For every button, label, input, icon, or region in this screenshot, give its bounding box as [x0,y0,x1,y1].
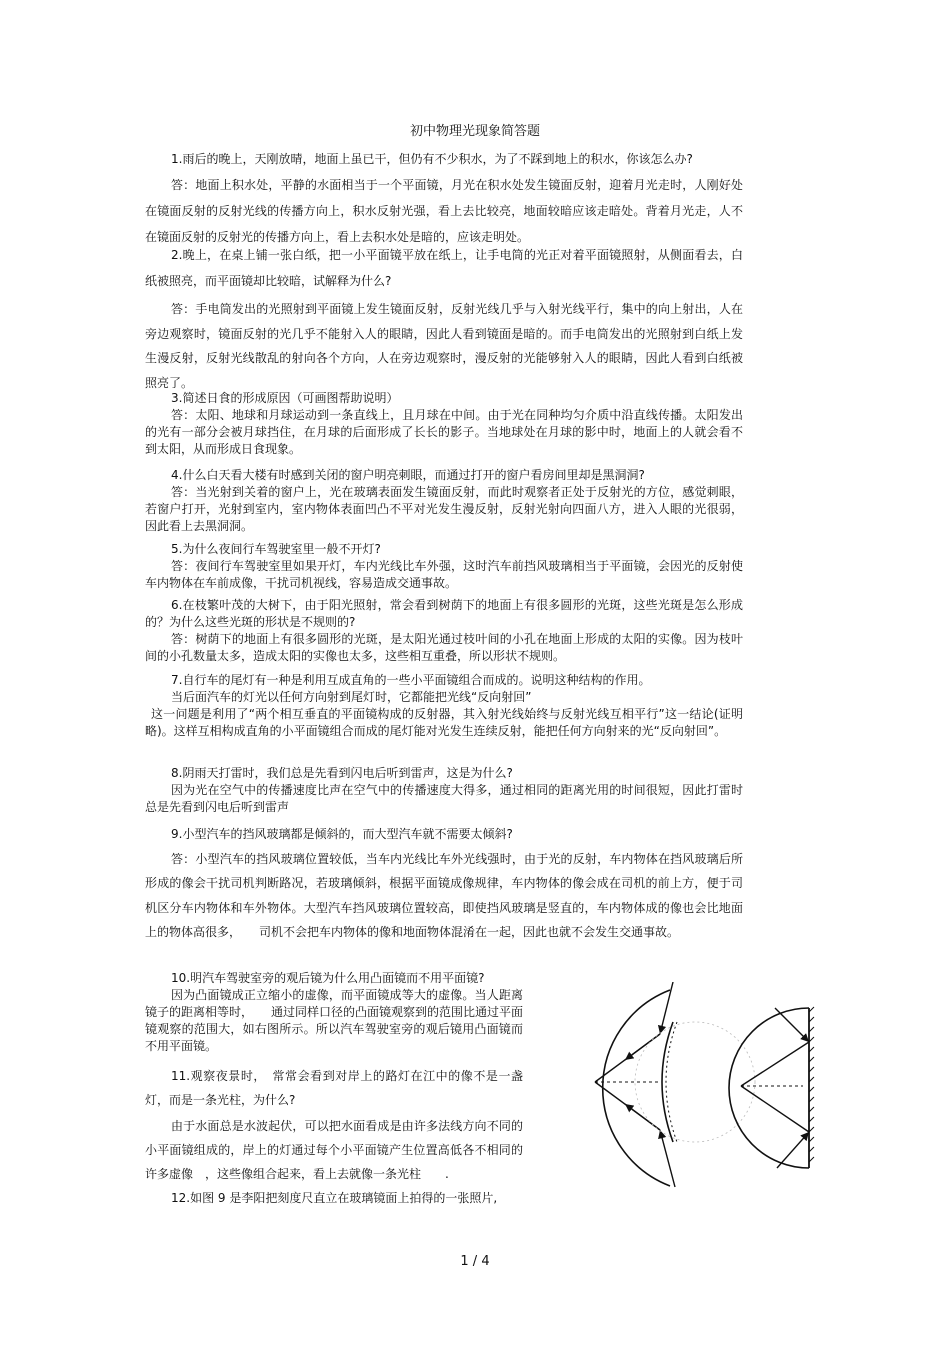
question-8: 8.阴雨天打雷时，我们总是先看到闪电后听到雷声，这是为什么? [171,766,513,780]
question-10: 10.明汽车驾驶室旁的观后镜为什么用凸面镜而不用平面镜? [171,971,485,985]
question-3-block [145,390,743,458]
question-7: 7.自行车的尾灯有一种是利用互成直角的一些小平面镜组合而成的。说明这种结构的作用。 [171,673,651,687]
mirror-comparison-figure [565,982,815,1192]
question-7-block [145,672,743,740]
plane-incident-lower [777,1132,809,1168]
question-4-block [145,467,743,535]
answer-4: 答：当光射到关着的窗户上，光在玻璃表面发生镜面反射，而此时观察者正处于反射光的方位，感觉刺眼，若窗户打开，光射到室内，室内物体表面凹凸不平对光发生漫反射，反射光射向四面八方，进入人眼的光很弱，因此看上去黑洞洞。 [145,485,743,533]
answer-7: 当后面汽车的灯光以任何方向射到尾灯时，它都能把光线“反向射回” [171,690,532,704]
answer-11: 由于水面总是水波起伏，可以把水面看成是由许多法线方向不同的小平面镜组成的，岸上的灯通过每个小平面镜产生位置高低各不相同的许多虚像 ，这些像组合起来，看上去就像一条光柱 . [145,1119,523,1181]
question-5: 5.为什么夜间行车驾驶室里一般不开灯? [171,542,381,556]
plane-view-range-arc [729,1008,809,1168]
plane-ray-lower [741,1086,809,1132]
question-12: 12.如图 9 是李阳把刻度尺直立在玻璃镜面上拍得的一张照片, [171,1191,498,1205]
page-title: 初中物理光现象简答题 [409,124,540,139]
convex-mirror-surface [662,1022,673,1142]
question-2: 2.晚上，在桌上铺一张白纸，把一小平面镜平放在纸上，让手电筒的光正对着平面镜照射，从侧面看去，白纸被照亮，而平面镜却比较暗，试解释为什么? [145,248,743,288]
question-10-block [145,970,523,1055]
question-5-block [145,541,743,592]
reflected-arrow-lower [625,1104,660,1130]
question-1-block [145,146,743,250]
question-4: 4.什么白天看大楼有时感到关闭的窗户明亮刺眼，而通过打开的窗户看房间里却是黑洞洞? [171,468,645,482]
question-3: 3.简述日食的形成原因（可画图帮助说明） [171,391,399,405]
answer-3: 答：太阳、地球和月球运动到一条直线上，且月球在中间。由于光在同种均匀介质中沿直线传播。太阳发出的光有一部分会被月球挡住，在月球的后面形成了长长的影子。当地球处在月球的影中时，地面上的人就会看不到太阳，从而形成日食现象。 [145,408,743,456]
plane-mirror-diagram [729,1007,814,1168]
question-9-block [145,822,743,945]
page-number: 1 / 4 [460,1254,490,1269]
question-6: 6.在枝繁叶茂的大树下，由于阳光照射，常会看到树荫下的地面上有很多圆形的光斑，这些光斑是怎么形成的？为什么这些光斑的形状是不规则的? [145,598,743,629]
answer-1: 答：地面上积水处，平静的水面相当于一个平面镜，月光在积水处发生镜面反射，迎着月光走时，人刚好处在镜面反射的反射光线的传播方向上，积水反射光强，看上去比较亮，地面较暗应该走暗处。背着月光走，人不在镜面反射的反射光的传播方向上，看上去积水处是暗的，应该走明处。 [145,178,743,244]
answer-9: 答：小型汽车的挡风玻璃位置较低，当车内光线比车外光线强时，由于光的反射，车内物体在挡风玻璃后所形成的像会干扰司机判断路况，若玻璃倾斜，根据平面镜成像规律，车内物体的像会成在司机的前上方，便于司机区分车内物体和车外物体。大型汽车挡风玻璃位置较高，即使挡风玻璃是竖直的，车内物体成的像也会比地面上的物体高很多， 司机不会把车内物体的像和地面物体混淆在一起，因此也就不会发生交通事故。 [145,851,743,939]
question-11: 11.观察夜景时， 常常会看到对岸上的路灯在江中的像不是一盏灯，而是一条光柱，为什么? [145,1069,523,1107]
question-12-block [145,1190,523,1207]
incident-ray-lower [660,1130,675,1187]
plane-incident-upper [775,1008,809,1042]
answer-5: 答：夜间行车驾驶室里如果开灯，车内光线比车外强，这时汽车前挡风玻璃相当于平面镜，会因光的反射使车内物体在车前成像，干扰司机视线，容易造成交通事故。 [145,559,743,590]
plane-ray-upper [741,1042,809,1086]
reflected-arrow-upper [625,1034,660,1060]
answer-8: 因为光在空气中的传播速度比声在空气中的传播速度大得多，通过相同的距离光用的时间很短，因此打雷时总是先看到闪电后听到雷声 [145,783,743,814]
question-11-block [145,1064,523,1186]
answer-10: 因为凸面镜成正立缩小的虚像，而平面镜成等大的虚像。当人距离镜子的距离相等时， 通过同样口径的凸面镜观察到的范围比通过平面镜观察的范围大，如右图所示。所以汽车驾驶室旁的观后镜用凸面镜而不用平面镜。 [145,988,524,1053]
question-2-block [145,242,743,395]
convex-mirror-diagram [595,982,677,1187]
question-8-block [145,765,743,816]
question-1: 1.雨后的晚上，天刚放晴，地面上虽已干，但仍有不少积水，为了不踩到地上的积水，你该怎么办? [171,152,693,166]
answer-7-continued: 这一问题是利用了“两个相互垂直的平面镜构成的反射器，其入射光线始终与反射光线互相平行”这一结论(证明略)。这样互相构成直角的小平面镜组合而成的尾灯能对光发生连续反射，能把任何方向射来的光“反向射回”。 [145,707,743,738]
question-6-block [145,597,743,665]
answer-6: 答：树荫下的地面上有很多圆形的光斑，是太阳光通过枝叶间的小孔在地面上形成的太阳的实像。因为枝叶间的小孔数量太多，造成太阳的实像也太多，这些相互重叠，所以形状不规则。 [145,632,743,663]
answer-2: 答：手电筒发出的光照射到平面镜上发生镜面反射，反射光线几乎与入射光线平行，集中的向上射出，人在旁边观察时，镜面反射的光几乎不能射入人的眼睛，因此人看到镜面是暗的。而手电筒发出的光照射到白纸上发生漫反射，反射光线散乱的射向各个方向，人在旁边观察时，漫反射的光能够射入人的眼睛，因此人看到白纸被照亮了。 [145,302,743,390]
view-range-arc [603,990,670,1186]
question-9: 9.小型汽车的挡风玻璃都是倾斜的，而大型汽车就不需要太倾斜? [171,827,513,841]
